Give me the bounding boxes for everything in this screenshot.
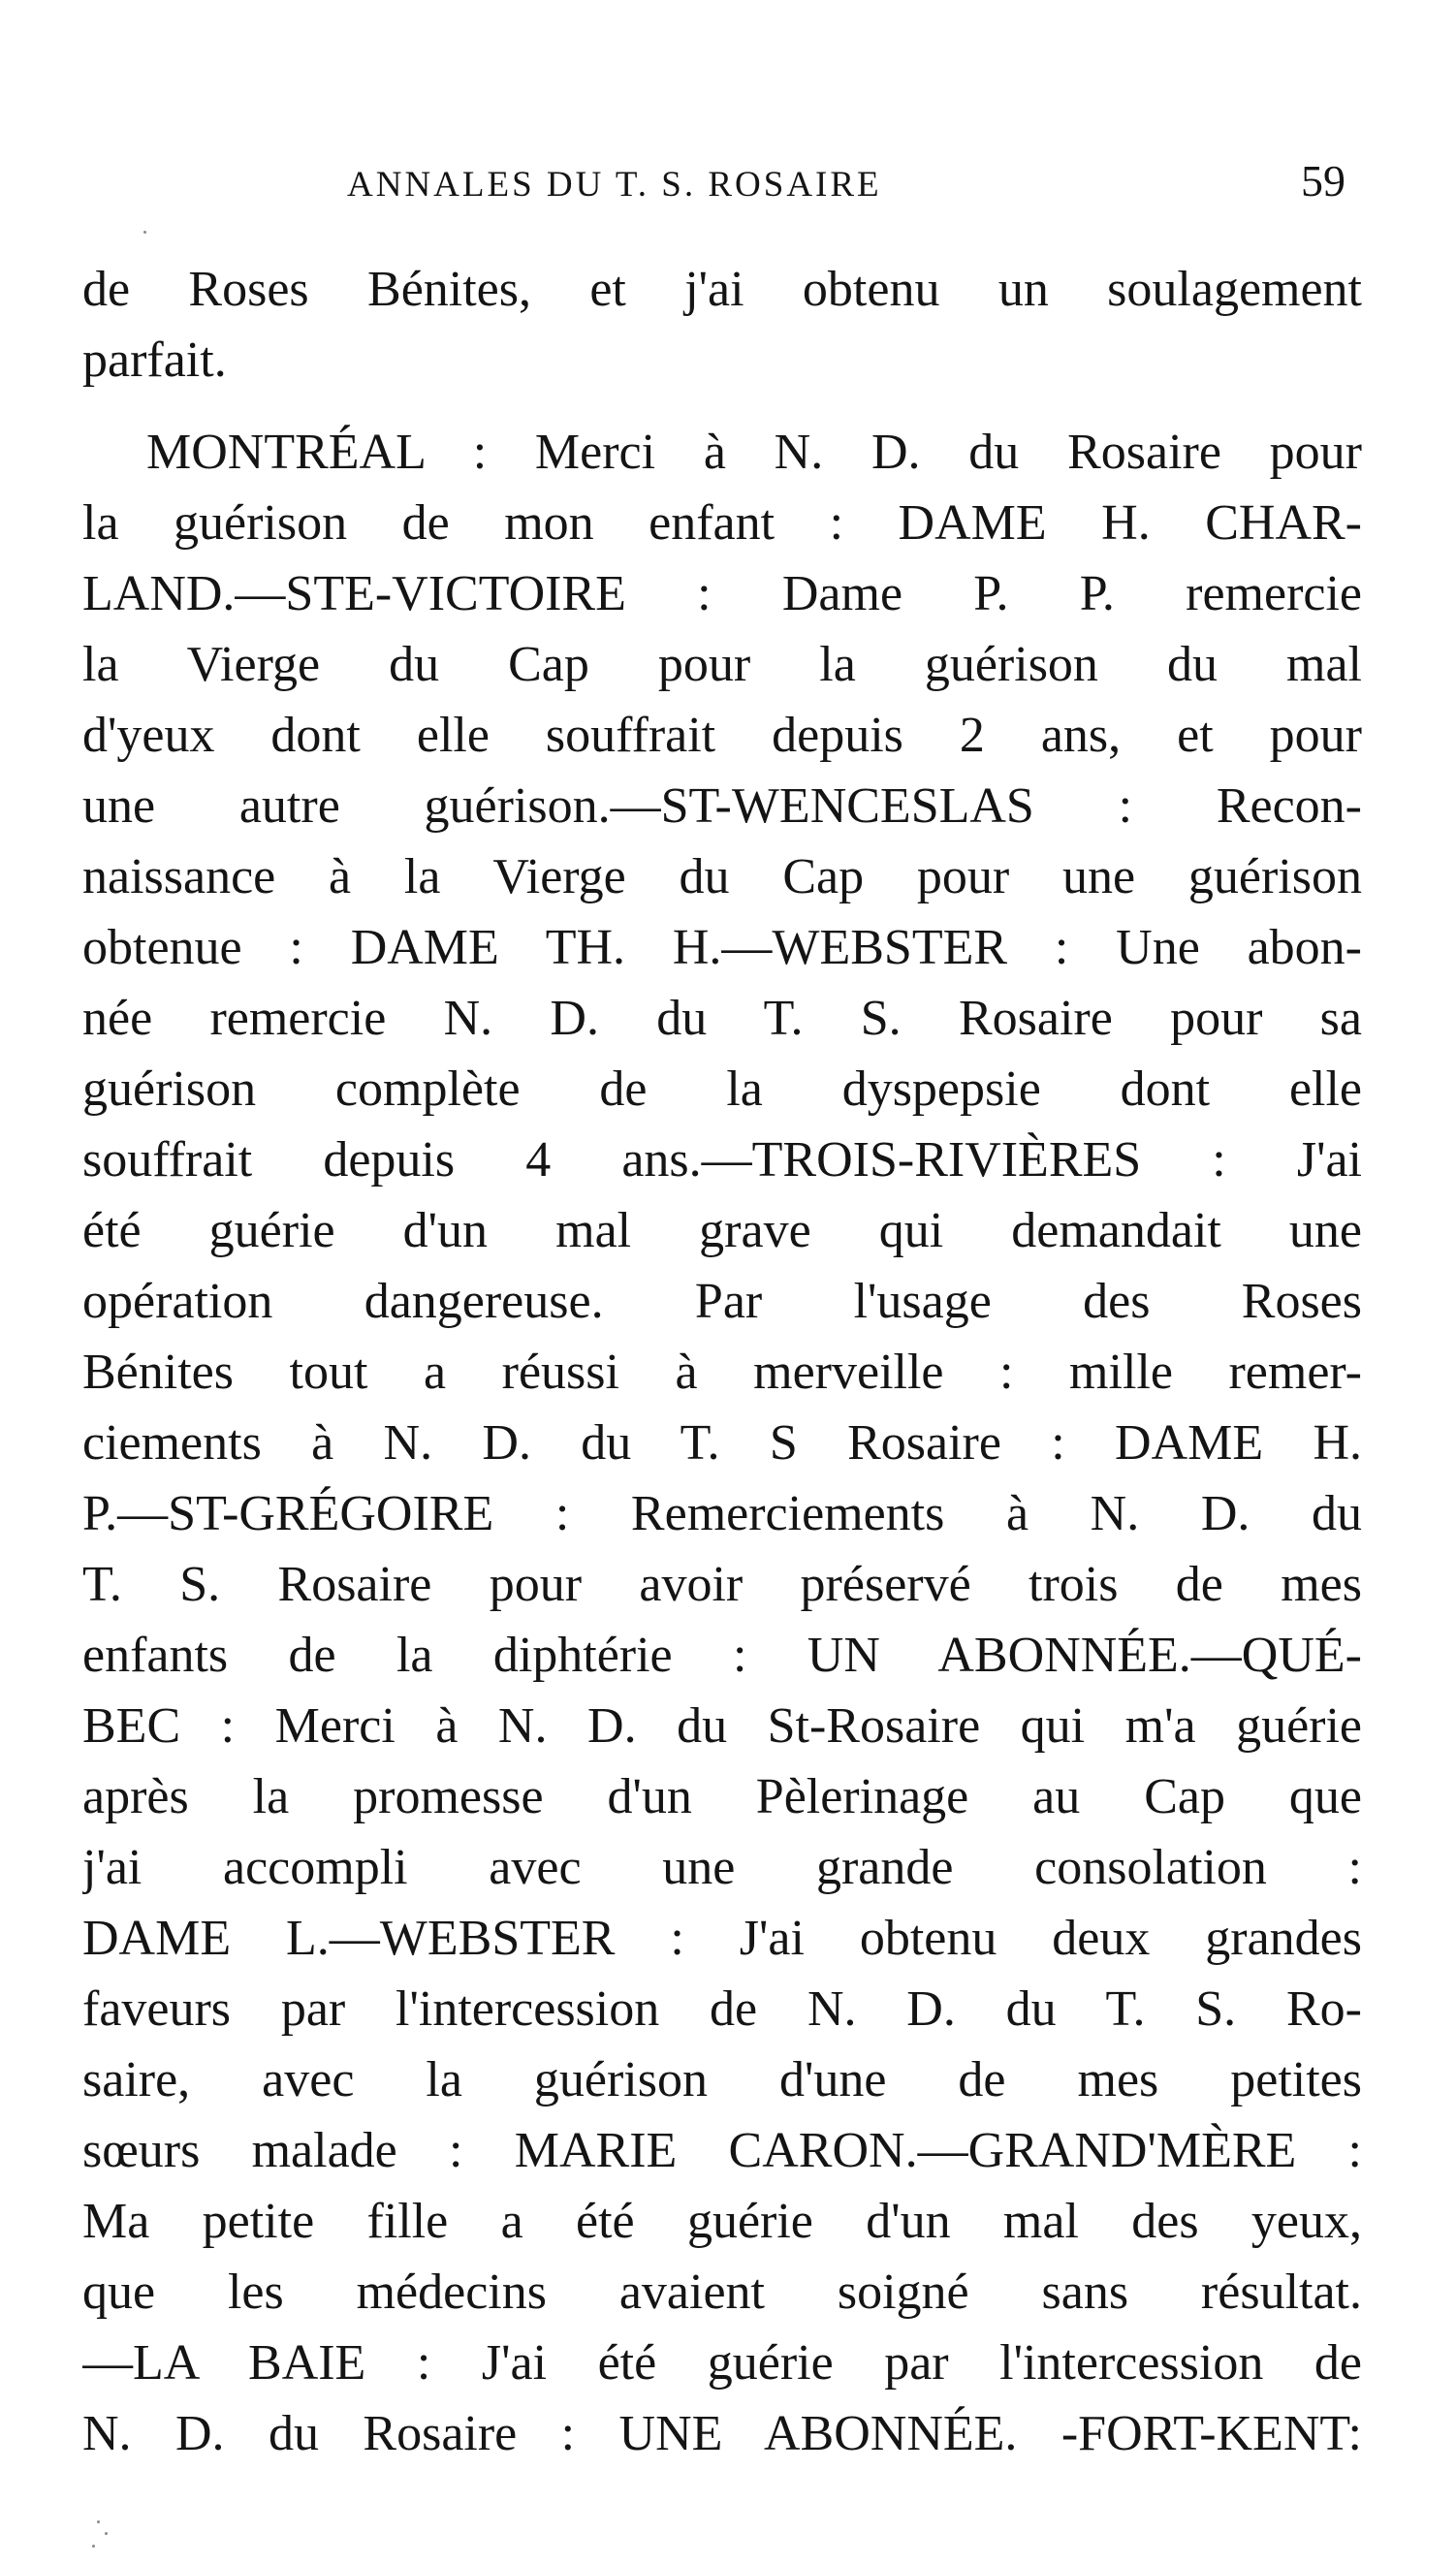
paragraph-first-line: MONTRÉAL : Merci à N. D. du Rosaire pour xyxy=(146,425,1362,480)
text-line: P.—ST-GRÉGOIRE : Remerciements à N. D. du xyxy=(82,1486,1362,1541)
text-line: N. D. du Rosaire : UNE ABONNÉE. -FORT-KENT: xyxy=(82,2406,1362,2461)
text-line: été guérie d'un mal grave qui demandait une xyxy=(82,1203,1362,1258)
page-number: 59 xyxy=(1301,156,1345,206)
paper-speck xyxy=(105,2532,108,2535)
text-line: d'yeux dont elle souffrait depuis 2 ans, et pour xyxy=(82,708,1362,763)
text-line: de Roses Bénites, et j'ai obtenu un soulagement xyxy=(82,262,1362,317)
text-line: DAME L.—WEBSTER : J'ai obtenu deux grandes xyxy=(82,1911,1362,1966)
text-line: T. S. Rosaire pour avoir préservé trois de mes xyxy=(82,1557,1362,1612)
text-line: obtenue : DAME TH. H.—WEBSTER : Une abon- xyxy=(82,920,1362,975)
text-line: souffrait depuis 4 ans.—TROIS-RIVIÈRES : J'ai xyxy=(82,1132,1362,1188)
text-line: j'ai accompli avec une grande consolation : xyxy=(82,1840,1362,1895)
text-line: ciements à N. D. du T. S Rosaire : DAME H. xyxy=(82,1415,1362,1471)
text-line: opération dangereuse. Par l'usage des Roses xyxy=(82,1274,1362,1329)
paper-speck xyxy=(97,2520,100,2523)
body-text xyxy=(82,254,1362,2469)
text-line: Bénites tout a réussi à merveille : mille remer- xyxy=(82,1345,1362,1400)
text-line: la Vierge du Cap pour la guérison du mal xyxy=(82,637,1362,692)
text-line: BEC : Merci à N. D. du St-Rosaire qui m'a guérie xyxy=(82,1698,1362,1754)
text-line: enfants de la diphtérie : UN ABONNÉE.—QUÉ- xyxy=(82,1628,1362,1683)
text-line: faveurs par l'intercession de N. D. du T. S. Ro- xyxy=(82,1981,1362,2037)
text-line: Ma petite fille a été guérie d'un mal des yeux, xyxy=(82,2194,1362,2249)
text-line: une autre guérison.—ST-WENCESLAS : Recon- xyxy=(82,778,1362,834)
text-line: guérison complète de la dyspepsie dont elle xyxy=(82,1061,1362,1117)
running-title: ANNALES DU T. S. ROSAIRE xyxy=(347,165,882,205)
text-line: que les médecins avaient soigné sans résultat. xyxy=(82,2265,1362,2320)
text-line: —LA BAIE : J'ai été guérie par l'intercession de xyxy=(82,2335,1362,2391)
text-line: parfait. xyxy=(82,333,227,388)
paper-speck xyxy=(92,2545,95,2548)
text-line: naissance à la Vierge du Cap pour une guérison xyxy=(82,849,1362,904)
paper-speck xyxy=(143,231,146,234)
text-line: née remercie N. D. du T. S. Rosaire pour sa xyxy=(82,991,1362,1046)
text-line: LAND.—STE-VICTOIRE : Dame P. P. remercie xyxy=(82,566,1362,621)
text-line: après la promesse d'un Pèlerinage au Cap que xyxy=(82,1769,1362,1824)
text-line: sœurs malade : MARIE CARON.—GRAND'MÈRE : xyxy=(82,2123,1362,2178)
text-line: saire, avec la guérison d'une de mes petites xyxy=(82,2052,1362,2107)
running-header xyxy=(347,155,1384,213)
text-line: la guérison de mon enfant : DAME H. CHAR- xyxy=(82,495,1362,551)
